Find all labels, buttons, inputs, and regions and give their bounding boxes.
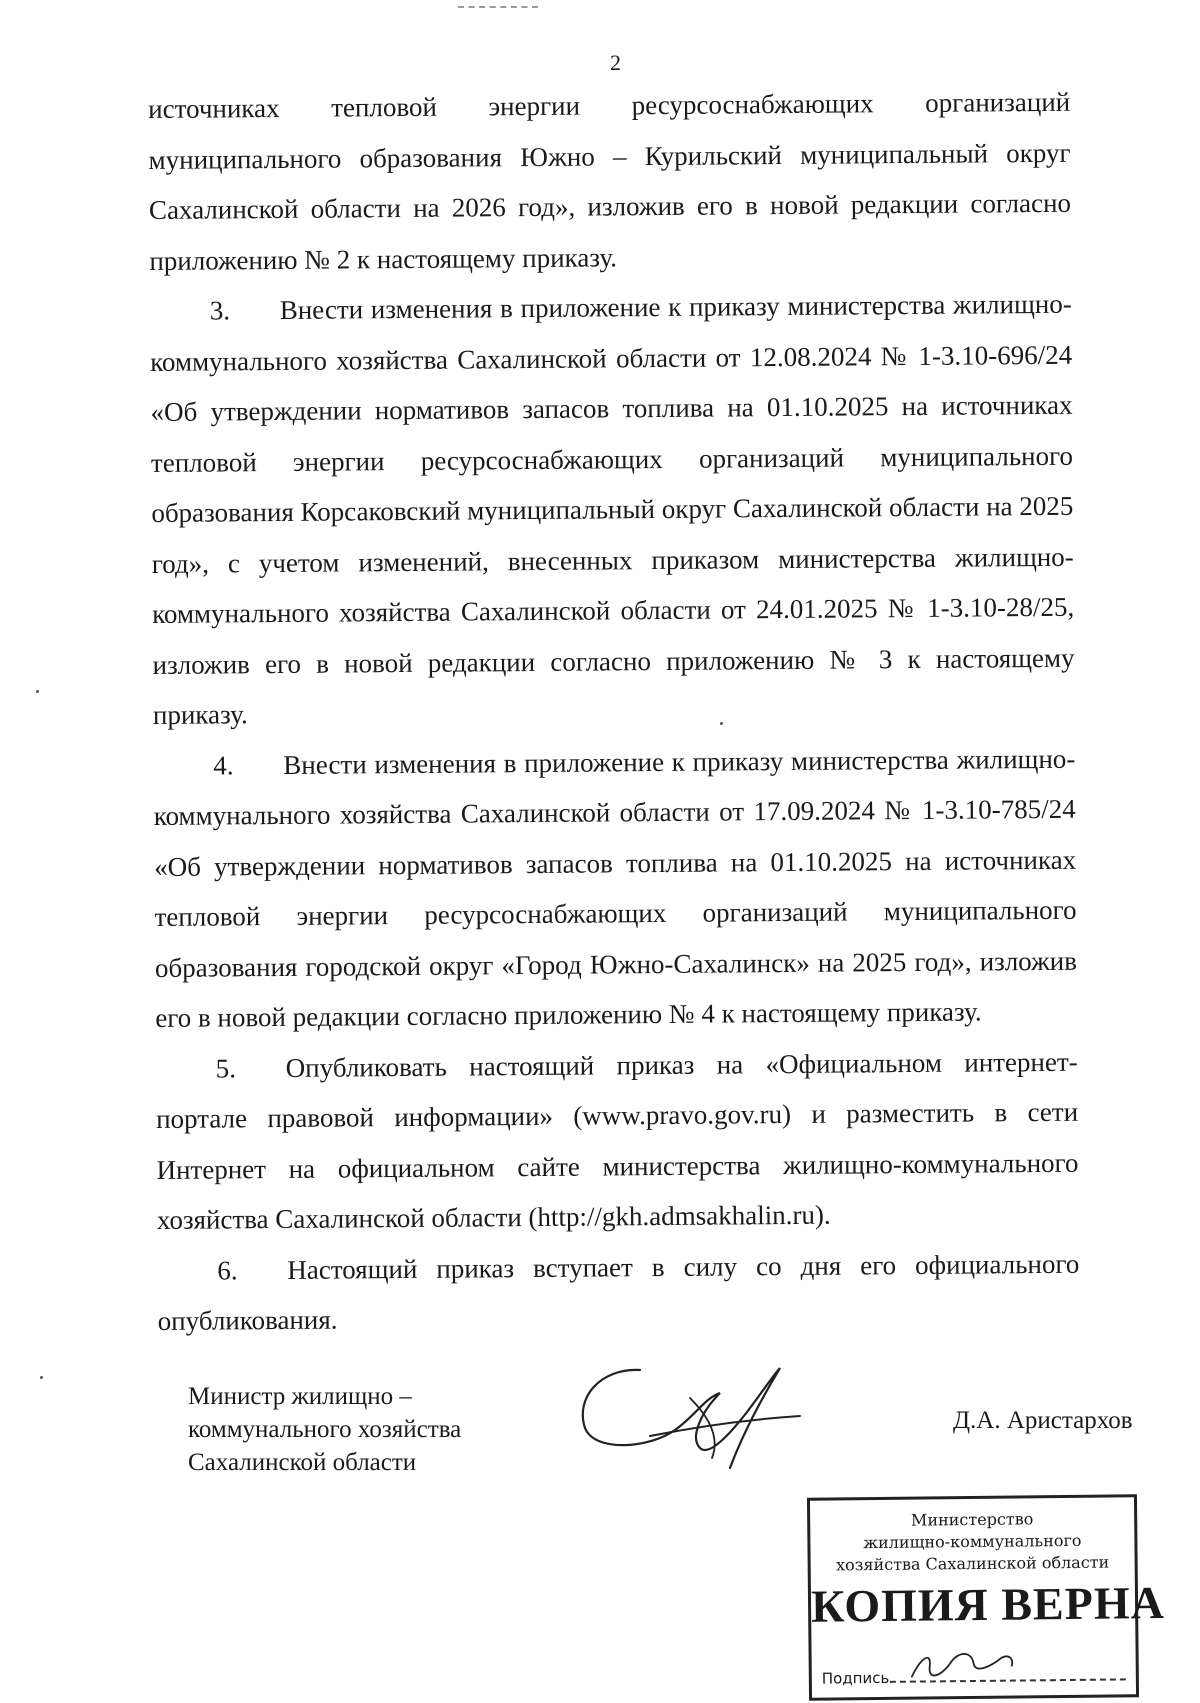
paragraph-number: 6.	[217, 1254, 238, 1285]
signer-name: Д.А. Аристархов	[953, 1407, 1133, 1434]
paragraph-item-4	[153, 733, 1077, 1043]
stamp-signature	[902, 1645, 1022, 1686]
paragraph-text: Опубликовать настоящий приказ на «Официальном интернет-портале правовой информации» (www.pravo.gov.ru) и разместить в сети Интернет на официальном сайте министерства жилищно-коммунального хозяйства Сахалинской области (http://gkh.admsakhalin.ru).	[156, 1046, 1079, 1235]
paragraph-number: 4.	[213, 749, 234, 781]
stamp-org-line: Министерство	[910, 1509, 1034, 1530]
scan-speck	[36, 690, 39, 693]
copy-certified-stamp	[807, 1494, 1166, 1700]
signatory-line: Сахалинской области	[188, 1449, 417, 1476]
stamp-org-line: хозяйства Сахалинской области	[835, 1552, 1110, 1575]
paragraph-number: 3.	[209, 295, 231, 326]
document-body	[148, 77, 1080, 1347]
paragraph-text: Внести изменения в приложение к приказу министерства жилищно-коммунального хозяйства Сахалинской области от 12.08.2024 № 1-3.10-696/24 «Об утверждении нормативов запасов топлива на 01.10.2025 на источниках тепловой энергии ресурсоснабжающих организаций муниципального образования Корсаковский муниципальный округ Сахалинской области на 2025 год», с учетом изменений, внесенных приказом министерства жилищно-коммунального хозяйства Сахалинской области от 24.01.2025 № 1-3.10-28/25, изложив его в новой редакции согласно приложению № 3 к настоящему приказу.	[150, 288, 1075, 730]
scan-speck	[40, 1376, 43, 1379]
signatory-line: Министр жилищно –	[188, 1383, 412, 1410]
stamp-org-line: жилищно-коммунального	[863, 1530, 1082, 1553]
paragraph-text: источниках тепловой энергии ресурсоснабжающих организаций муниципального образования Южно – Курильский муниципальный округ Сахалинской области на 2026 год», изложив его в новой редакции согласно приложению № 2 к настоящему приказу.	[148, 86, 1072, 276]
paragraph-continuation	[148, 77, 1072, 286]
signatory-position	[188, 1380, 461, 1479]
paragraph-text: Настоящий приказ вступает в силу со дня его официального опубликования.	[157, 1248, 1080, 1336]
paragraph-item-6	[157, 1238, 1080, 1346]
paragraph-number: 5.	[215, 1052, 237, 1083]
paragraph-item-3	[150, 279, 1076, 741]
handwritten-signature	[570, 1358, 830, 1478]
stamp-signature-label: Подпись	[821, 1668, 890, 1688]
scan-speck	[720, 722, 723, 725]
scan-artifact	[458, 6, 538, 10]
stamp-title: КОПИЯ ВЕРНА	[810, 1576, 1166, 1632]
paragraph-item-5	[156, 1036, 1080, 1245]
paragraph-text: Внести изменения в приложение к приказу министерства жилищно-коммунального хозяйства Сахалинской области от 17.09.2024 № 1-3.10-785/24 «Об утверждении нормативов запасов топлива на 01.10.2025 на источниках тепловой энергии ресурсоснабжающих организаций муниципального образования городской округ «Город Южно-Сахалинск» на 2025 год», изложив его в новой редакции согласно приложению № 4 к настоящему приказу.	[153, 743, 1078, 1033]
signatory-line: коммунального хозяйства	[188, 1416, 462, 1443]
page-number: 2	[610, 50, 621, 75]
